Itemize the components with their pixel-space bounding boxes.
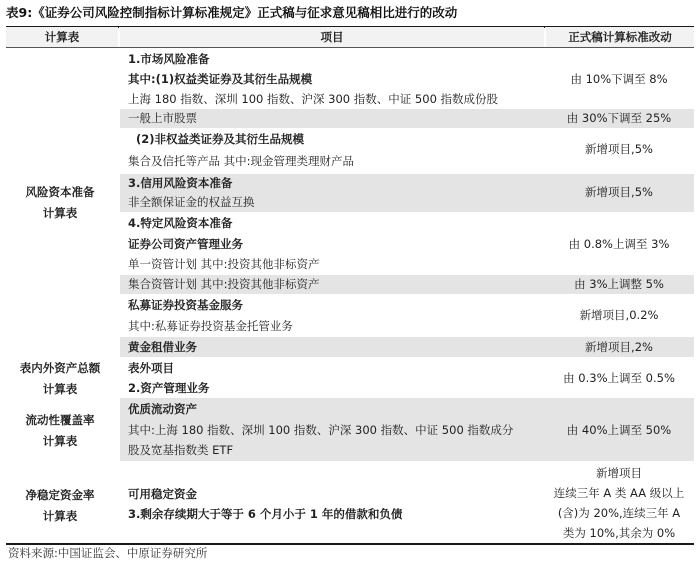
source-note: 资料来源:中国证监会、中原证券研究所: [8, 546, 208, 560]
change-value: 连续三年 A 类 AA 级以上: [553, 486, 685, 500]
item-row: 可用稳定资金: [128, 487, 197, 501]
change-value: 新增项目,5%: [585, 142, 653, 156]
change-value: 由 30%下调至 25%: [566, 111, 672, 125]
item-row: 一般上市股票: [128, 111, 197, 125]
header-col-2: 项目: [120, 27, 544, 47]
item-row: 1.市场风险准备: [128, 52, 210, 66]
item-row: 3.剩余存续期大于等于 6 个月小于 1 年的借款和负债: [128, 507, 403, 521]
item-row: 证券公司资产管理业务: [128, 237, 243, 251]
item-row: (2)非权益类证券及其衍生品规模: [136, 132, 305, 146]
change-value: 类为 10%,其余为 0%: [562, 526, 676, 540]
item-row: 其中:私募证券投资基金托管业务: [128, 319, 293, 333]
header-divider: [545, 27, 546, 47]
item-row: 表外项目: [128, 361, 174, 375]
item-row: 集合及信托等产品 其中:现金管理类理财产品: [128, 154, 355, 168]
item-row: 其中:(1)权益类证券及其衍生品规模: [128, 72, 313, 86]
category-line: 计算表: [42, 434, 78, 448]
category-line: 计算表: [42, 382, 78, 396]
category-line: 计算表: [42, 206, 78, 220]
category-lcr: [6, 410, 114, 452]
table-title: 表9:《证券公司风险控制指标计算标准规定》正式稿与征求意见稿相比进行的改动: [6, 5, 458, 20]
change-value: 由 40%上调至 50%: [566, 423, 672, 437]
change-value: 新增项目,0.2%: [579, 308, 659, 322]
change-value: 由 3%上调整 5%: [574, 277, 664, 291]
change-value: 新增项目,5%: [585, 185, 653, 199]
item-row: 集合资管计划 其中:投资其他非标资产: [128, 277, 320, 291]
category-on-off-balance: [6, 358, 114, 400]
change-value: (含)为 20%,连续三年 A: [557, 506, 681, 520]
header-rule: [6, 47, 694, 48]
change-value: 由 0.8%上调至 3%: [568, 237, 670, 251]
item-row: 3.信用风险资本准备: [128, 176, 233, 190]
item-row: 黄金租借业务: [128, 340, 197, 354]
change-value: 新增项目,2%: [585, 340, 653, 354]
category-line: 净稳定资金率: [25, 488, 95, 502]
item-row: 单一资管计划 其中:投资其他非标资产: [128, 257, 320, 271]
change-value: 由 0.3%上调至 0.5%: [563, 371, 675, 385]
item-row: 股及宽基指数类 ETF: [128, 443, 234, 457]
category-risk-capital: [6, 182, 114, 224]
header-col-1: 计算表: [6, 27, 118, 47]
change-value: 新增项目: [596, 466, 642, 480]
item-row: 私募证券投资基金服务: [128, 298, 243, 312]
item-row: 其中:上海 180 指数、深圳 100 指数、沪深 300 指数、中证 500 指数成分: [128, 423, 514, 437]
category-line: 风险资本准备: [25, 185, 95, 199]
item-row: 2.资产管理业务: [128, 381, 210, 395]
category-line: 计算表: [42, 509, 78, 523]
item-row: 非全额保证金的权益互换: [128, 195, 255, 209]
header-divider: [119, 27, 120, 47]
item-row: 优质流动资产: [128, 402, 197, 416]
item-row: 上海 180 指数、深圳 100 指数、沪深 300 指数、中证 500 指数成份股: [128, 92, 499, 106]
category-line: 表内外资产总额: [19, 361, 101, 375]
item-row: 4.特定风险资本准备: [128, 216, 233, 230]
change-value: 由 10%下调至 8%: [570, 72, 668, 86]
category-line: 流动性覆盖率: [25, 413, 95, 427]
category-nsfr: [6, 485, 114, 527]
header-col-3: 正式稿计算标准改动: [546, 27, 694, 47]
